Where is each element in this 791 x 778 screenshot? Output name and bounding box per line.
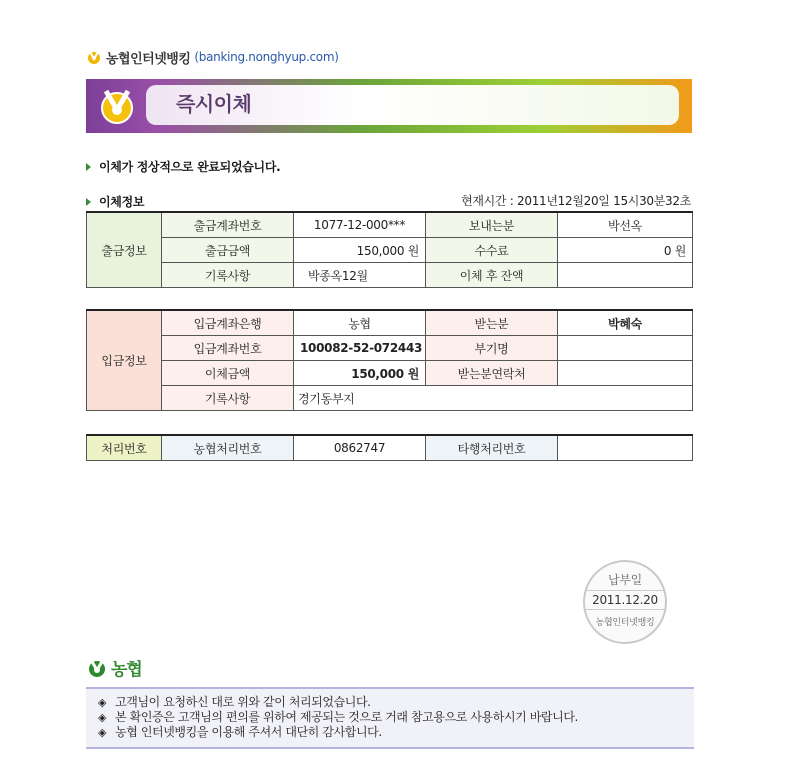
field-value [558, 263, 693, 288]
field-value: 경기동부지 [294, 386, 693, 411]
status-message: 이체가 정상적으로 완료되었습니다. [99, 160, 281, 174]
payment-date-stamp [583, 560, 667, 644]
field-label: 출금계좌번호 [162, 212, 294, 238]
triangle-bullet-icon [86, 163, 91, 171]
current-time: 현재시간 : 2011년12월20일 15시30분32초 [461, 194, 691, 208]
field-value: 0 원 [558, 238, 693, 263]
nh-emblem-icon [96, 86, 138, 126]
field-value: 박종옥12월 [294, 263, 426, 288]
status-row [86, 158, 280, 175]
field-value [558, 336, 693, 361]
field-label: 이체금액 [162, 361, 294, 386]
table-row [87, 361, 693, 386]
field-label: 기록사항 [162, 263, 294, 288]
title-banner [86, 79, 692, 133]
notice-list [86, 689, 694, 740]
group-label: 출금정보 [87, 212, 162, 288]
footer-logo-text: 농협 [111, 660, 142, 680]
stamp-title: 납부일 [608, 573, 642, 587]
group-label: 입금정보 [87, 310, 162, 411]
table-row [87, 435, 693, 461]
field-label: 입금계좌번호 [162, 336, 294, 361]
group-label: 처리번호 [87, 435, 162, 461]
withdraw-table [86, 211, 693, 288]
field-value: 150,000 원 [294, 361, 426, 386]
brand-header [86, 48, 339, 66]
brand-name: 농협인터넷뱅킹 [106, 51, 191, 67]
field-label: 타행처리번호 [426, 435, 558, 461]
field-label: 보내는분 [426, 212, 558, 238]
table-row [87, 238, 693, 263]
field-label: 농협처리번호 [162, 435, 294, 461]
field-value [558, 361, 693, 386]
field-label: 기록사항 [162, 386, 294, 411]
info-heading-row [86, 193, 144, 210]
field-label: 받는분 [426, 310, 558, 336]
list-item: ◈ 본 확인증은 고객님의 편의를 위하여 제공되는 것으로 거래 참고용으로 사용하시기 바랍니다. [98, 710, 694, 725]
field-value: 박혜숙 [558, 310, 693, 336]
table-row [87, 386, 693, 411]
footer-logo [86, 655, 142, 680]
notice-box [86, 687, 694, 749]
info-heading: 이체정보 [99, 195, 145, 209]
brand-url: (banking.nonghyup.com) [194, 50, 339, 64]
field-value: 박선옥 [558, 212, 693, 238]
field-label: 출금금액 [162, 238, 294, 263]
page-title: 즉시이체 [176, 92, 252, 116]
nh-logo-icon [86, 657, 108, 679]
field-label: 부기명 [426, 336, 558, 361]
field-value [558, 435, 693, 461]
stamp-date: 2011.12.20 [585, 590, 665, 610]
table-row [87, 263, 693, 288]
field-value: 농협 [294, 310, 426, 336]
field-value: 100082-52-072443 [294, 336, 426, 361]
field-value: 1077-12-000*** [294, 212, 426, 238]
processing-table [86, 434, 693, 461]
field-label: 이체 후 잔액 [426, 263, 558, 288]
list-item: ◈ 고객님이 요청하신 대로 위와 같이 처리되었습니다. [98, 695, 694, 710]
table-row [87, 212, 693, 238]
deposit-table [86, 309, 693, 411]
field-value: 0862747 [294, 435, 426, 461]
field-label: 입금계좌은행 [162, 310, 294, 336]
field-label: 받는분연락처 [426, 361, 558, 386]
nh-logo-icon [86, 49, 102, 65]
field-label: 수수료 [426, 238, 558, 263]
table-row [87, 336, 693, 361]
triangle-bullet-icon [86, 198, 91, 206]
field-value: 150,000 원 [294, 238, 426, 263]
list-item: ◈ 농협 인터넷뱅킹을 이용해 주셔서 대단히 감사합니다. [98, 725, 694, 740]
stamp-org: 농협인터넷뱅킹 [595, 618, 655, 628]
table-row [87, 310, 693, 336]
